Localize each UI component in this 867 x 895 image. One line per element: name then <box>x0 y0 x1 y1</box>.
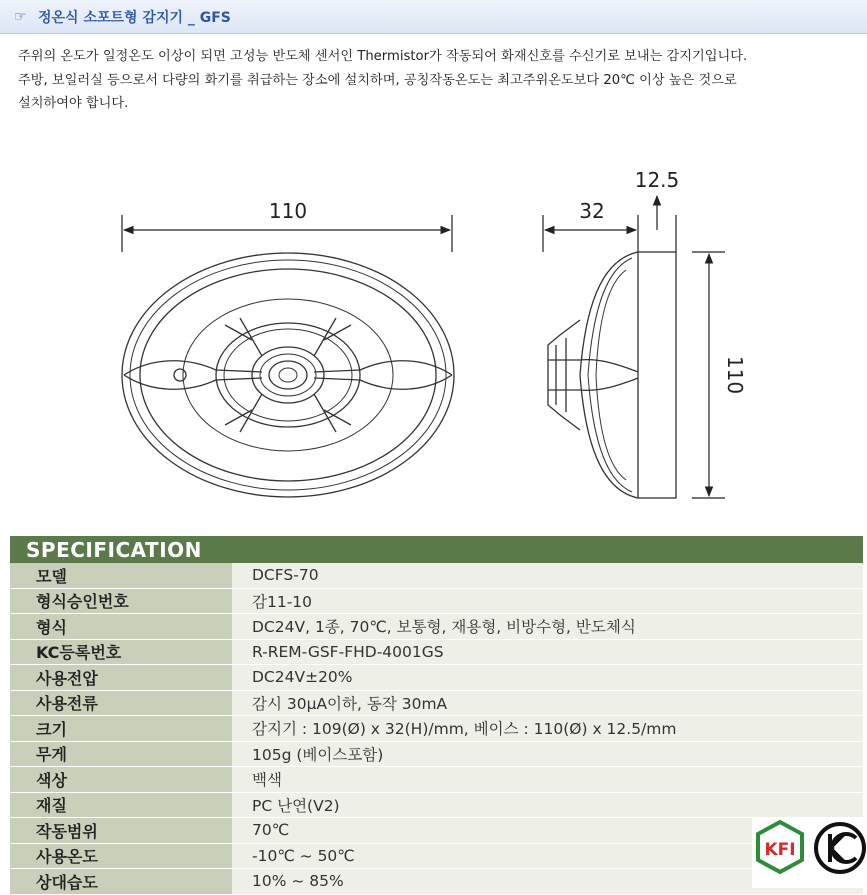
spec-label: 사용전류 <box>10 691 232 716</box>
table-row <box>10 742 863 768</box>
specification-table <box>10 536 863 895</box>
table-row <box>10 844 863 870</box>
spec-value: 10% ~ 85% <box>232 869 863 894</box>
detector-side-view <box>548 252 676 498</box>
kfi-logo <box>758 822 802 872</box>
spec-value: R-REM-GSF-FHD-4001GS <box>232 640 863 665</box>
detector-front-view <box>122 253 454 497</box>
spec-value: PC 난연(V2) <box>232 793 863 818</box>
spec-label: 사용전압 <box>10 665 232 690</box>
front-width-label: 110 <box>268 199 308 223</box>
side-base-label: 12.5 <box>634 168 680 192</box>
technical-drawing <box>0 160 867 520</box>
kc-logo-text: KC <box>834 877 846 886</box>
spec-label: 형식승인번호 <box>10 589 232 614</box>
table-row <box>10 665 863 691</box>
spec-value: 감시 30μA이하, 동작 30mA <box>232 691 863 716</box>
table-row <box>10 793 863 819</box>
kc-logo <box>816 824 864 886</box>
description-line: 주방, 보일러실 등으로서 다량의 화기를 취급하는 장소에 설치하며, 공칭작동온도는 최고주위온도보다 20℃ 이상 높은 것으로 <box>18 72 737 88</box>
spec-value: -10℃ ~ 50℃ <box>232 844 863 869</box>
table-row <box>10 716 863 742</box>
spec-value: 백색 <box>232 767 863 792</box>
spec-label: 형식 <box>10 614 232 639</box>
table-row <box>10 589 863 615</box>
spec-label: KC등록번호 <box>10 640 232 665</box>
table-row <box>10 563 863 589</box>
description-line: 주위의 온도가 일정온도 이상이 되면 고성능 반도체 센서인 Thermistor가 작동되어 화재신호를 수신기로 보내는 감지기입니다. <box>18 49 748 64</box>
table-row <box>10 691 863 717</box>
spec-value: 감11-10 <box>232 589 863 614</box>
pointing-hand-icon: ☞ <box>14 8 27 25</box>
description <box>18 45 850 116</box>
title-bar <box>0 0 867 34</box>
table-row <box>10 818 863 844</box>
table-row <box>10 640 863 666</box>
table-row <box>10 614 863 640</box>
spec-value: 감지기 : 109(Ø) x 32(H)/mm, 베이스 : 110(Ø) x 12.5/mm <box>232 716 863 741</box>
description-line: 설치하여야 합니다. <box>18 96 129 111</box>
spec-label: 무게 <box>10 742 232 767</box>
spec-label: 색상 <box>10 767 232 792</box>
certification-logos <box>752 818 867 888</box>
side-height-label: 110 <box>723 355 747 395</box>
spec-label: 크기 <box>10 716 232 741</box>
spec-value: DC24V±20% <box>232 665 863 690</box>
side-depth-label: 32 <box>579 199 605 223</box>
table-row <box>10 767 863 793</box>
side-dimensions <box>543 196 725 498</box>
spec-value: DC24V, 1종, 70℃, 보통형, 재용형, 비방수형, 반도체식 <box>232 614 863 639</box>
table-row <box>10 869 863 895</box>
page-title: 정온식 소포트형 감지기 _ GFS <box>38 9 231 26</box>
spec-value: 105g (베이스포함) <box>232 742 863 767</box>
spec-value: 70℃ <box>232 818 863 843</box>
spec-label: 모델 <box>10 563 232 588</box>
spec-label: 사용온도 <box>10 844 232 869</box>
spec-value: DCFS-70 <box>232 563 863 588</box>
spec-label: 작동범위 <box>10 818 232 843</box>
spec-label: 재질 <box>10 793 232 818</box>
spec-header: SPECIFICATION <box>10 536 863 563</box>
spec-label: 상대습도 <box>10 869 232 894</box>
kfi-logo-text: KFI <box>764 840 796 860</box>
